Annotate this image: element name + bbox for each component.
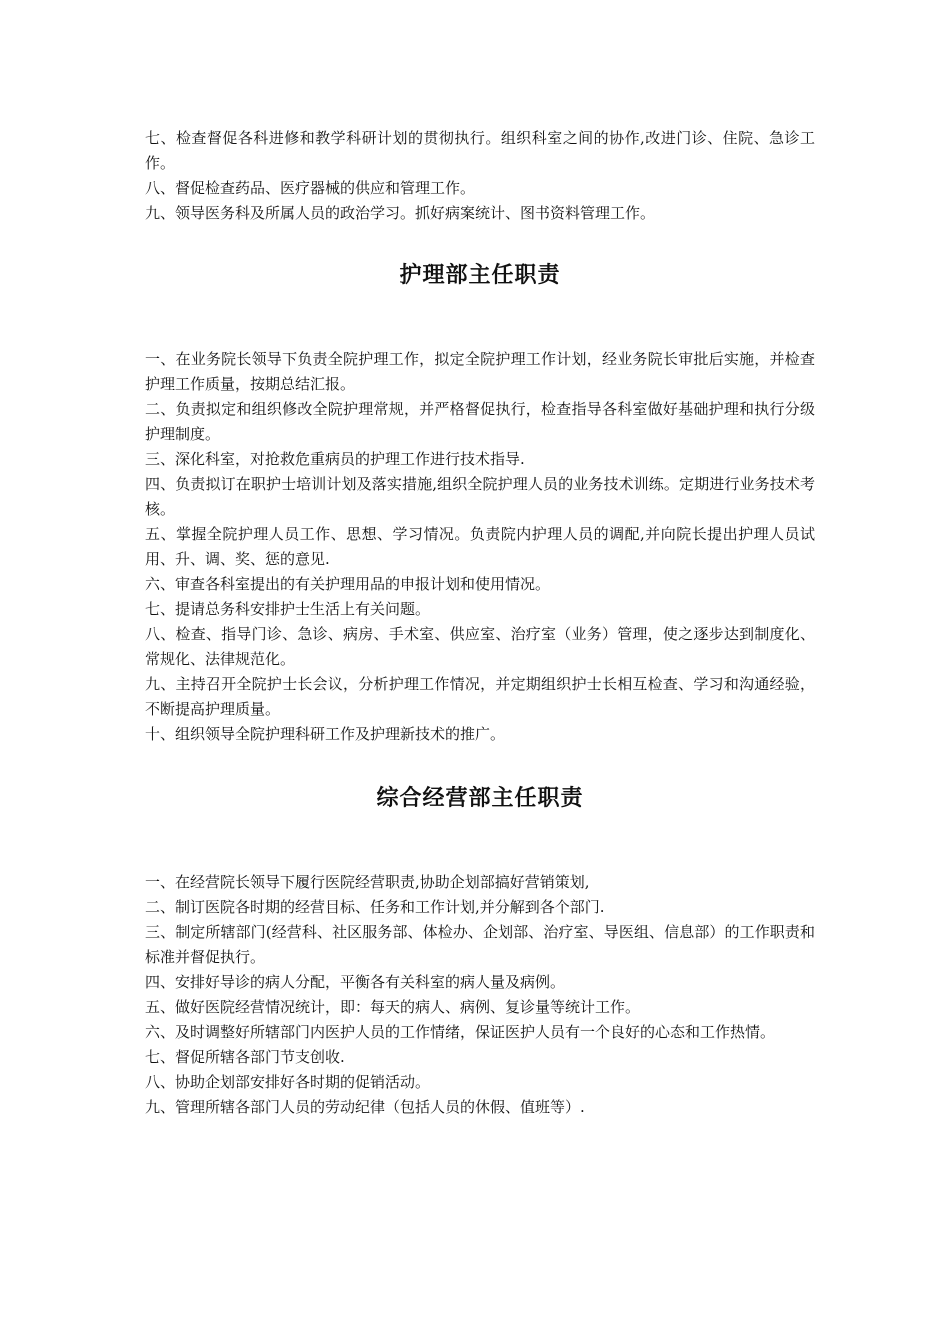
section-medical-affairs-continued bbox=[145, 126, 815, 226]
duty-item: 八、检查、指导门诊、急诊、病房、手术室、供应室、治疗室（业务）管理，使之逐步达到制度化、常规化、法律规范化。 bbox=[145, 625, 815, 668]
duty-item: 九、主持召开全院护士长会议，分析护理工作情况，并定期组织护士长相互检查、学习和沟通经验，不断提高护理质量。 bbox=[145, 675, 815, 718]
duty-item: 五、做好医院经营情况统计，即：每天的病人、病例、复诊量等统计工作。 bbox=[145, 998, 641, 1016]
duty-item: 七、检查督促各科进修和教学科研计划的贯彻执行。组织科室之间的协作,改进门诊、住院、急诊工作。 bbox=[145, 129, 815, 172]
duty-item: 四、负责拟订在职护士培训计划及落实措施,组织全院护理人员的业务技术训练。定期进行业务技术考核。 bbox=[145, 475, 815, 518]
section-nursing-director bbox=[145, 347, 815, 747]
duty-item: 六、及时调整好所辖部门内医护人员的工作情绪，保证医护人员有一个良好的心态和工作热情。 bbox=[145, 1023, 776, 1041]
duty-item: 三、制定所辖部门(经营科、社区服务部、体检办、企划部、治疗室、导医组、信息部）的工作职责和标准并督促执行。 bbox=[145, 923, 815, 966]
duty-item: 一、在业务院长领导下负责全院护理工作，拟定全院护理工作计划，经业务院长审批后实施，并检查护理工作质量，按期总结汇报。 bbox=[145, 350, 815, 393]
duty-item: 九、管理所辖各部门人员的劳动纪律（包括人员的休假、值班等）. bbox=[145, 1098, 585, 1116]
duty-item: 四、安排好导诊的病人分配，平衡各有关科室的病人量及病例。 bbox=[145, 973, 566, 991]
duty-item: 八、督促检查药品、医疗器械的供应和管理工作。 bbox=[145, 179, 476, 197]
duty-item: 二、负责拟定和组织修改全院护理常规，并严格督促执行，检查指导各科室做好基础护理和执行分级护理制度。 bbox=[145, 400, 815, 443]
duty-item: 七、提请总务科安排护士生活上有关问题。 bbox=[145, 600, 431, 618]
duty-item: 九、领导医务科及所属人员的政治学习。抓好病案统计、图书资料管理工作。 bbox=[145, 204, 656, 222]
duty-item: 十、组织领导全院护理科研工作及护理新技术的推广。 bbox=[145, 725, 506, 743]
document-page bbox=[145, 126, 815, 1120]
duty-item: 六、审查各科室提出的有关护理用品的申报计划和使用情况。 bbox=[145, 575, 551, 593]
duty-item: 二、制订医院各时期的经营目标、任务和工作计划,并分解到各个部门. bbox=[145, 898, 605, 916]
section-operations-director bbox=[145, 870, 815, 1120]
duty-item: 五、掌握全院护理人员工作、思想、学习情况。负责院内护理人员的调配,并向院长提出护理人员试用、升、调、奖、惩的意见. bbox=[145, 525, 815, 568]
duty-item: 七、督促所辖各部门节支创收. bbox=[145, 1048, 345, 1066]
section-title-nursing-director: 护理部主任职责 bbox=[399, 263, 561, 288]
duty-item: 一、在经营院长领导下履行医院经营职责,协助企划部搞好营销策划, bbox=[145, 873, 590, 891]
duty-item: 八、协助企划部安排好各时期的促销活动。 bbox=[145, 1073, 431, 1091]
section-title-operations-director: 综合经营部主任职责 bbox=[376, 786, 584, 811]
duty-item: 三、深化科室，对抢救危重病员的护理工作进行技术指导. bbox=[145, 450, 525, 468]
